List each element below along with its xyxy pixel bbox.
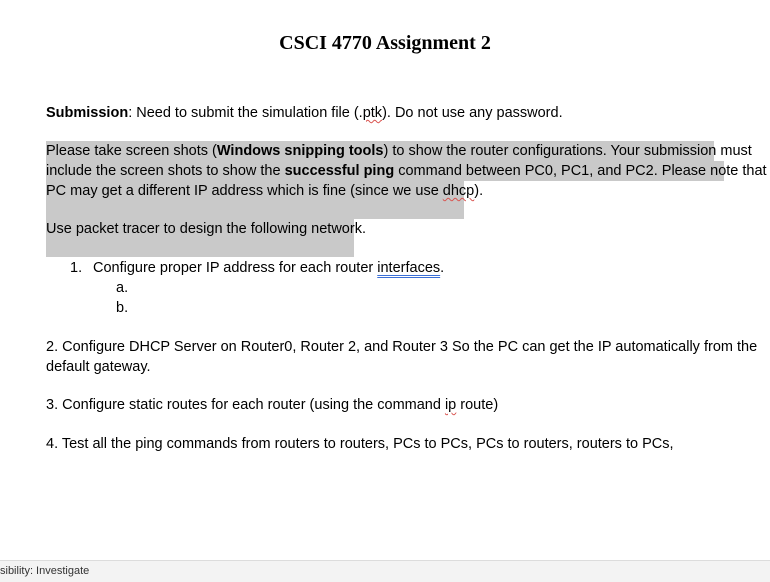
instr-l1-a: Please take screen shots (	[46, 143, 217, 159]
instr-l3-b: dhcp	[442, 183, 475, 199]
submission-text-pre: : Need to submit the simulation file (.	[128, 105, 363, 121]
item2-line-1: 2. Configure DHCP Server on Router0, Router 2, and Router 3 So the PC can get the IP automatically from the	[46, 339, 758, 355]
instructions-paragraph	[46, 141, 767, 201]
list-item-2	[46, 337, 758, 377]
submission-ext: ptk	[362, 105, 383, 121]
item1-number: 1.	[70, 260, 83, 276]
item1-text-c: .	[440, 260, 445, 276]
status-bar	[0, 560, 770, 582]
instr-l3-c: ).	[474, 183, 484, 199]
design-line: Use packet tracer to design the following network.	[46, 221, 366, 237]
design-paragraph	[46, 219, 736, 239]
instr-l2-a: include the screen shots to show the	[46, 163, 285, 179]
submission-paragraph	[46, 103, 736, 123]
item1-sub-a: a.	[116, 280, 129, 296]
item4-text: 4. Test all the ping commands from routers to routers, PCs to PCs, PCs to routers, routers to PCs,	[46, 436, 674, 452]
item3-text-c: route)	[456, 397, 499, 413]
item1-text-a: Configure proper IP address for each router	[93, 260, 378, 276]
list-item-4	[46, 434, 736, 454]
item1-sub-b: b.	[116, 300, 129, 316]
accessibility-status[interactable]: sibility: Investigate	[0, 565, 90, 577]
instr-l2-c: command between PC0, PC1, and PC2. Please note that	[394, 163, 767, 179]
item3-text-a: 3. Configure static routes for each router (using the command	[46, 397, 445, 413]
item3-text-b: ip	[444, 397, 457, 413]
list-item-3	[46, 395, 736, 415]
instr-l1-b: Windows snipping tools	[216, 143, 384, 159]
submission-label: Submission	[46, 105, 129, 121]
item1-text-b: interfaces	[377, 260, 441, 276]
submission-text-post: ). Do not use any password.	[382, 105, 563, 121]
document-title: CSCI 4770 Assignment 2	[279, 32, 491, 54]
instr-l1-c: ) to show the router configurations. Your submission must	[383, 143, 752, 159]
instr-l3-a: PC may get a different IP address which is fine (since we use	[46, 183, 443, 199]
instr-l2-b: successful ping	[284, 163, 395, 179]
item2-line-2: default gateway.	[46, 359, 151, 375]
